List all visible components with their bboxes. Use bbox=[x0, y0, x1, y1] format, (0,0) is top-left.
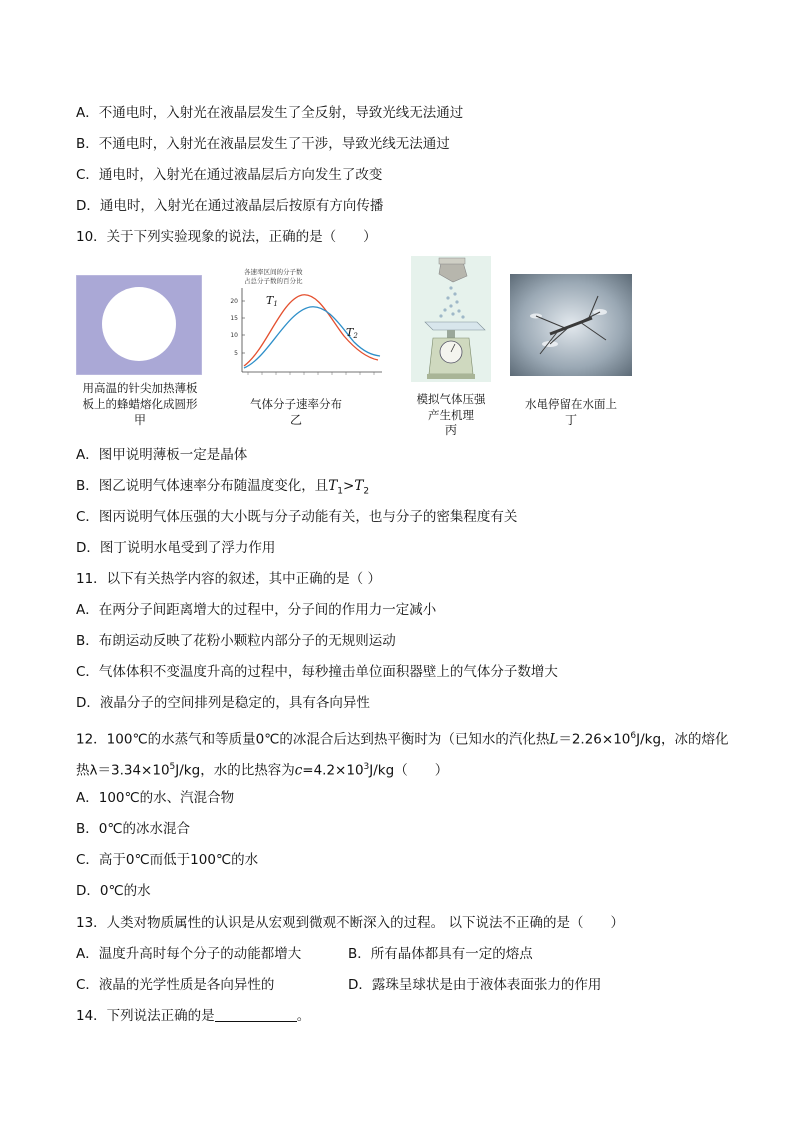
q12-option-c: C．高于0℃而低于100℃的水 bbox=[76, 852, 259, 868]
figure-ding bbox=[510, 274, 632, 376]
figure-yi-caption: 气体分子速率分布 bbox=[250, 397, 342, 411]
figure-jia bbox=[76, 275, 202, 375]
speed-distribution-chart bbox=[226, 262, 386, 390]
q9-option-a: A．不通电时，入射光在液晶层发生了全反射，导致光线无法通过 bbox=[76, 105, 464, 121]
q11-option-c: C．气体体积不变温度升高的过程中，每秒撞击单位面积器壁上的气体分子数增大 bbox=[76, 664, 558, 680]
wax-plate-image bbox=[76, 275, 202, 375]
q11-stem: 11．以下有关热学内容的叙述，其中正确的是（ ） bbox=[76, 571, 381, 587]
figure-bing-caption-2: 产生机理 bbox=[428, 408, 474, 422]
figure-ding-caption: 水黾停留在水面上 bbox=[525, 397, 617, 411]
curve-t2 bbox=[244, 307, 380, 368]
figure-yi bbox=[226, 262, 386, 390]
pressure-model-image bbox=[411, 256, 491, 382]
q10-stem: 10．关于下列实验现象的说法，正确的是（ ） bbox=[76, 229, 377, 245]
q13-option-a: A．温度升高时每个分子的动能都增大 bbox=[76, 946, 302, 962]
figure-bing-label: 丙 bbox=[444, 423, 457, 437]
y-tick: 15 bbox=[230, 315, 238, 322]
q13-option-c: C．液晶的光学性质是各向异性的 bbox=[76, 977, 275, 993]
figure-jia-caption-2: 板上的蜂蜡熔化成圆形 bbox=[82, 397, 198, 411]
q10-option-b: B．图乙说明气体速率分布随温度变化，且$T_1>T_2$ bbox=[76, 478, 370, 497]
q11-option-d: D．液晶分子的空间排列是稳定的，具有各向异性 bbox=[76, 695, 370, 711]
q11-option-a: A．在两分子间距离增大的过程中，分子间的作用力一定减小 bbox=[76, 602, 437, 618]
plot-title-1: 各速率区间的分子数 bbox=[244, 268, 303, 276]
figure-bing bbox=[411, 256, 491, 382]
q13-option-d: D．露珠呈球状是由于液体表面张力的作用 bbox=[348, 977, 602, 993]
curve-label-t1: T1 bbox=[266, 294, 278, 308]
q9-option-d: D．通电时，入射光在通过液晶层后按原有方向传播 bbox=[76, 198, 384, 214]
q12-option-b: B．0℃的冰水混合 bbox=[76, 821, 191, 837]
q12-stem-line1: 12．100℃的水蒸气和等质量0℃的冰混合后达到热平衡时为（已知水的汽化热$L=2.26\times 10^6J/kg$，冰的熔化 bbox=[76, 731, 729, 748]
figure-jia-caption-1: 用高温的针尖加热薄板 bbox=[82, 381, 198, 395]
q10-option-d: D．图丁说明水黾受到了浮力作用 bbox=[76, 540, 276, 556]
y-tick: 5 bbox=[234, 350, 238, 357]
q12-option-d: D．0℃的水 bbox=[76, 883, 151, 899]
figure-ding-label: 丁 bbox=[564, 413, 577, 427]
q10-option-a: A．图甲说明薄板一定是晶体 bbox=[76, 447, 248, 463]
figure-bing-caption-1: 模拟气体压强 bbox=[416, 392, 486, 406]
q14-stem: 14．下列说法正确的是 。 bbox=[76, 1008, 311, 1024]
q12-stem-line2: 热$\lambda=3.34\times 10^5J/kg$，水的比热容为$c=4.2\times 10^3J/kg$（ ） bbox=[76, 762, 449, 779]
q13-option-b: B．所有晶体都具有一定的熔点 bbox=[348, 946, 533, 962]
q11-option-b: B．布朗运动反映了花粉小颗粒内部分子的无规则运动 bbox=[76, 633, 396, 649]
y-tick: 10 bbox=[230, 332, 238, 339]
figure-jia-label: 甲 bbox=[133, 413, 146, 427]
q9-option-b: B．不通电时，入射光在液晶层发生了干涉，导致光线无法通过 bbox=[76, 136, 450, 152]
water-strider-image bbox=[510, 274, 632, 376]
answer-blank[interactable] bbox=[215, 1007, 297, 1022]
curve-t1 bbox=[244, 295, 378, 366]
figure-yi-label: 乙 bbox=[289, 413, 302, 427]
q10-option-c: C．图丙说明气体压强的大小既与分子动能有关，也与分子的密集程度有关 bbox=[76, 509, 518, 525]
plot-title-2: 占总分子数的百分比 bbox=[244, 277, 303, 285]
curve-label-t2: T2 bbox=[346, 326, 358, 340]
q9-option-c: C．通电时，入射光在通过液晶层后方向发生了改变 bbox=[76, 167, 383, 183]
q12-option-a: A．100℃的水、汽混合物 bbox=[76, 790, 235, 806]
y-tick: 20 bbox=[230, 298, 238, 305]
q13-stem: 13．人类对物质属性的认识是从宏观到微观不断深入的过程。 以下说法不正确的是（ ） bbox=[76, 915, 624, 931]
